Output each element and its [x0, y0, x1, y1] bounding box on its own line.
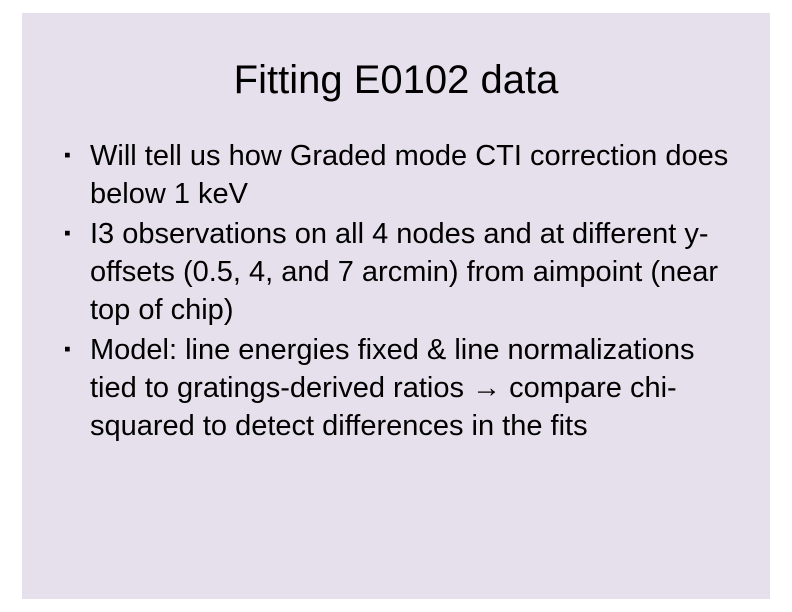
list-item-text: Will tell us how Graded mode CTI correction does below 1 keV — [90, 140, 729, 210]
list-item — [60, 137, 740, 213]
bullet-list — [60, 137, 740, 447]
list-item-text: I3 observations on all 4 nodes and at different y-offsets (0.5, 4, and 7 arcmin) from aimpoint (near top of chip) — [90, 218, 719, 326]
bullet-square-icon: ▪ — [64, 145, 71, 166]
list-item — [60, 331, 740, 445]
list-item-text: Model: line energies fixed & line normalizations tied to gratings-derived ratios → compare chi-squared to detect differences in the fits — [90, 334, 695, 442]
page-title: Fitting E0102 data — [233, 58, 559, 102]
list-item — [60, 215, 740, 329]
bullet-square-icon: ▪ — [64, 339, 71, 360]
slide-canvas — [22, 13, 770, 599]
bullet-square-icon: ▪ — [64, 223, 71, 244]
